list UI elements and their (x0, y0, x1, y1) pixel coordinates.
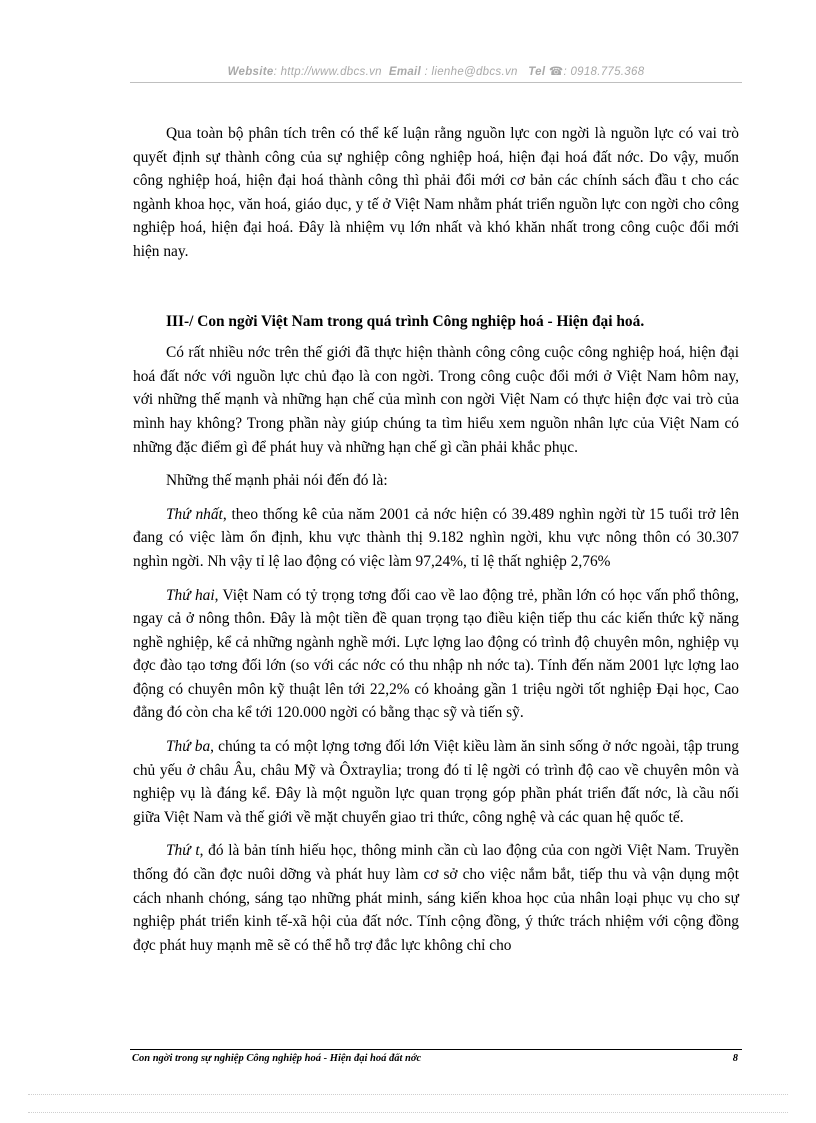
document-body (133, 122, 739, 967)
phone-icon: ☎ (548, 66, 564, 78)
second-strength-text: , Việt Nam có tỷ trọng tơng đối cao về lao động trẻ, phần lớn có học vấn phổ thông, ngay cả ở nông thôn. Đây là một tiền đề quan trọng tạo điều kiện tiếp thu các kiến thức kỹ năng nghề nghiệp, kể cả những ngành nghề mới. Lực lợng lao động có trình độ chuyên môn, nghiệp vụ đợc đào tạo tơng đối lớn (so với các nớc có thu nhập nh nớc ta). Tính đến năm 2001 lực lợng lao động có chuyên môn kỹ thuật lên tới 22,2% có khoảng gần 1 triệu ngời tốt nghiệp Đại học, Cao đẳng đó còn cha kể tới 120.000 ngời có bằng thạc sỹ và tiến sỹ. (133, 586, 739, 722)
paragraph-first-strength (133, 503, 739, 574)
bottom-dotted-line (28, 1094, 788, 1095)
email-value: : lienhe@dbcs.vn (424, 66, 518, 78)
paragraph-fourth-strength (133, 839, 739, 957)
paragraph-strengths-intro: Những thế mạnh phải nói đến đó là: (166, 472, 388, 490)
paragraph-second-strength (133, 584, 739, 726)
tel-value: : 0918.775.368 (563, 66, 645, 78)
paragraph-third-strength (133, 735, 739, 829)
footer-divider (130, 1049, 742, 1050)
fourth-strength-lead: Thứ t (166, 842, 200, 860)
third-strength-text: , chúng ta có một lợng tơng đối lớn Việt kiều làm ăn sinh sống ở nớc ngoài, tập trung chủ yếu ở châu Âu, châu Mỹ và Ôxtraylia; trong đó tỉ lệ ngời có trình độ cao về chuyên môn và nghiệp vụ là đáng kể. Đây là một nguồn lực quan trọng góp phần phát triển đất nớc, là cầu nối giữa Việt Nam và thế giới về mặt chuyển giao tri thức, công nghệ và các quan hệ quốc tế. (133, 738, 739, 826)
page-header (130, 64, 742, 78)
email-label: Email (388, 66, 422, 78)
website-value: : http://www.dbcs.vn (273, 66, 382, 78)
page-number: 8 (732, 1053, 738, 1064)
fourth-strength-text: , đó là bản tính hiếu học, thông minh cần cù lao động của con ngời Việt Nam. Truyền thống đó cần đợc nuôi dỡng và phát huy làm cơ sở cho việc nắm bắt, tiếp thu và vận dụng một cách nhanh chóng, sáng tạo những phát minh, sáng kiến khoa học của nhân loại phục vụ cho sự nghiệp phát triển kinh tế-xã hội của đất nớc. Tính cộng đồng, ý thức trách nhiệm với cộng đồng đợc phát huy mạnh mẽ sẽ có thể hỗ trợ đắc lực không chỉ cho (133, 842, 739, 954)
paragraph-conclusion: Qua toàn bộ phân tích trên có thể kế luận rằng nguồn lực con ngời là nguồn lực có vai trò quyết định sự thành công của sự nghiệp công nghiệp hoá, hiện đại hoá đất nớc. Do vậy, muốn công nghiệp hoá, hiện đại hoá thành công thì phải đổi mới cơ bản các chính sách đầu t cho các ngành khoa học, văn hoá, giáo dục, y tế ở Việt Nam nhằm phát triển nguồn lực con ngời cho công nghiệp hoá, hiện đại hoá. Đây là nhiệm vụ lớn nhất và khó khăn nhất trong công cuộc đổi mới hiện nay. (133, 125, 739, 260)
header-divider (130, 82, 742, 83)
first-strength-text: , theo thống kê của năm 2001 cả nớc hiện có 39.489 nghìn ngời từ 15 tuổi trở lên đang có việc làm ổn định, khu vực thành thị 9.182 nghìn ngời, khu vực nông thôn có 30.307 nghìn ngời. Nh vậy tỉ lệ lao động có việc làm 97,24%, tỉ lệ thất nghiệp 2,76% (133, 505, 740, 570)
first-strength-lead: Thứ nhất (166, 505, 223, 523)
section-heading: III-/ Con ngời Việt Nam trong quá trình Công nghiệp hoá - Hiện đại hoá. (166, 312, 645, 330)
bottom-dotted-line (28, 1112, 788, 1113)
second-strength-lead: Thứ hai (166, 586, 215, 604)
footer-title: Con ngời trong sự nghiệp Công nghiệp hoá - Hiện đại hoá đất nớc (132, 1053, 422, 1064)
tel-label: Tel (528, 66, 546, 78)
website-label: Website (227, 66, 274, 78)
paragraph-intro: Có rất nhiều nớc trên thế giới đã thực hiện thành công công cuộc công nghiệp hoá, hiện đại hoá đất nớc với nguồn lực chủ đạo là con ngời. Trong công cuộc đổi mới ở Việt Nam hôm nay, với những thế mạnh và những hạn chế của mình con ngời Việt Nam có thực hiện đợc vai trò của mình hay không? Trong phần này giúp chúng ta tìm hiểu xem nguồn nhân lực của Việt Nam có những đặc điểm gì để phát huy và những hạn chế gì cần phải khắc phục. (133, 344, 739, 456)
page-footer (132, 1053, 740, 1064)
third-strength-lead: Thứ ba (166, 738, 211, 756)
